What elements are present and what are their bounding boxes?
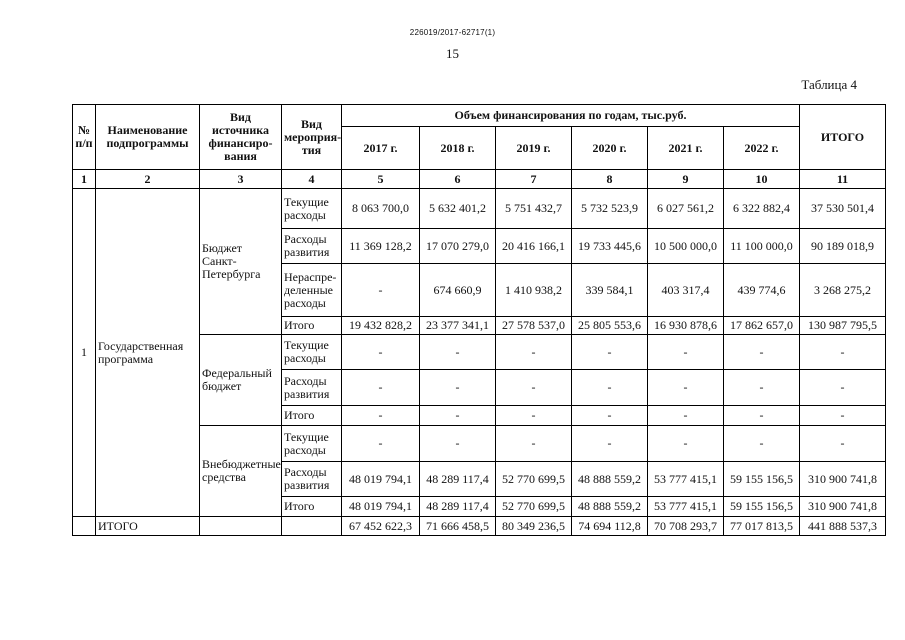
header-name: Наименование подпрограммы	[96, 105, 200, 170]
grand-total-row	[73, 517, 886, 536]
header-total: ИТОГО	[800, 105, 886, 170]
program-number: 1	[73, 189, 96, 517]
column-number: 11	[800, 170, 886, 189]
row-total-cell: 3 268 275,2	[800, 264, 886, 317]
year-value-cell: -	[420, 426, 496, 462]
year-value-cell: 19 432 828,2	[342, 317, 420, 335]
year-value-cell: 5 632 401,2	[420, 189, 496, 229]
header-year: 2019 г.	[496, 127, 572, 170]
year-value-cell: 59 155 156,5	[724, 462, 800, 497]
year-value-cell: -	[648, 335, 724, 370]
header-activity: Вид мероприя-тия	[282, 105, 342, 170]
year-value-cell: -	[496, 335, 572, 370]
year-value-cell: -	[420, 335, 496, 370]
column-number: 2	[96, 170, 200, 189]
year-value-cell: -	[724, 426, 800, 462]
year-value-cell: 5 751 432,7	[496, 189, 572, 229]
table-caption: Таблица 4	[801, 77, 857, 92]
funding-table	[72, 104, 886, 536]
grand-total-sum: 441 888 537,3	[800, 517, 886, 536]
column-number: 4	[282, 170, 342, 189]
year-value-cell: 25 805 553,6	[572, 317, 648, 335]
activity-type: Нераспре-деленные расходы	[282, 264, 342, 317]
header-year: 2017 г.	[342, 127, 420, 170]
year-value-cell: 48 289 117,4	[420, 462, 496, 497]
column-number: 5	[342, 170, 420, 189]
header-num: № п/п	[73, 105, 96, 170]
grand-total-cell: 70 708 293,7	[648, 517, 724, 536]
year-value-cell: -	[572, 426, 648, 462]
year-value-cell: 11 100 000,0	[724, 229, 800, 264]
row-total-cell: -	[800, 370, 886, 406]
year-value-cell: 339 584,1	[572, 264, 648, 317]
year-value-cell: 674 660,9	[420, 264, 496, 317]
year-value-cell: 23 377 341,1	[420, 317, 496, 335]
year-value-cell: 1 410 938,2	[496, 264, 572, 317]
year-value-cell: -	[572, 335, 648, 370]
year-value-cell: 53 777 415,1	[648, 497, 724, 517]
year-value-cell: -	[342, 406, 420, 426]
column-number: 9	[648, 170, 724, 189]
year-value-cell: 17 862 657,0	[724, 317, 800, 335]
activity-type: Итого	[282, 317, 342, 335]
activity-type: Текущие расходы	[282, 335, 342, 370]
year-value-cell: 52 770 699,5	[496, 462, 572, 497]
grand-total-cell: 67 452 622,3	[342, 517, 420, 536]
funding-source: Внебюджетные средства	[200, 426, 282, 517]
header-year: 2018 г.	[420, 127, 496, 170]
year-value-cell: 27 578 537,0	[496, 317, 572, 335]
year-value-cell: -	[496, 426, 572, 462]
header-year: 2021 г.	[648, 127, 724, 170]
grand-total-cell: 77 017 813,5	[724, 517, 800, 536]
row-total-cell: -	[800, 426, 886, 462]
activity-type: Расходы развития	[282, 370, 342, 406]
grand-total-cell: 74 694 112,8	[572, 517, 648, 536]
year-value-cell: -	[496, 370, 572, 406]
year-value-cell: 11 369 128,2	[342, 229, 420, 264]
year-value-cell: -	[724, 335, 800, 370]
table-row	[73, 189, 886, 229]
year-value-cell: 48 888 559,2	[572, 462, 648, 497]
year-value-cell: 17 070 279,0	[420, 229, 496, 264]
year-value-cell: 48 888 559,2	[572, 497, 648, 517]
year-value-cell: 403 317,4	[648, 264, 724, 317]
row-total-cell: 310 900 741,8	[800, 497, 886, 517]
year-value-cell: -	[572, 370, 648, 406]
year-value-cell: -	[342, 426, 420, 462]
row-total-cell: 90 189 018,9	[800, 229, 886, 264]
column-number: 7	[496, 170, 572, 189]
row-total-cell: 37 530 501,4	[800, 189, 886, 229]
year-value-cell: 52 770 699,5	[496, 497, 572, 517]
column-number: 8	[572, 170, 648, 189]
year-value-cell: -	[420, 370, 496, 406]
grand-total-label: ИТОГО	[96, 517, 200, 536]
activity-type: Расходы развития	[282, 229, 342, 264]
year-value-cell: -	[648, 426, 724, 462]
year-value-cell: 16 930 878,6	[648, 317, 724, 335]
header-funding-group: Объем финансирования по годам, тыс.руб.	[342, 105, 800, 127]
year-value-cell: -	[342, 264, 420, 317]
year-value-cell: -	[496, 406, 572, 426]
year-value-cell: -	[342, 370, 420, 406]
year-value-cell: 53 777 415,1	[648, 462, 724, 497]
year-value-cell: -	[420, 406, 496, 426]
row-total-cell: 130 987 795,5	[800, 317, 886, 335]
year-value-cell: -	[724, 406, 800, 426]
year-value-cell: 48 019 794,1	[342, 462, 420, 497]
activity-type: Итого	[282, 406, 342, 426]
activity-type: Текущие расходы	[282, 189, 342, 229]
grand-total-cell: 71 666 458,5	[420, 517, 496, 536]
column-number: 10	[724, 170, 800, 189]
funding-source: Бюджет Санкт-Петербурга	[200, 189, 282, 335]
program-name: Государственная программа	[96, 189, 200, 517]
empty-cell	[200, 517, 282, 536]
year-value-cell: 48 019 794,1	[342, 497, 420, 517]
year-value-cell: -	[648, 406, 724, 426]
year-value-cell: 5 732 523,9	[572, 189, 648, 229]
year-value-cell: 8 063 700,0	[342, 189, 420, 229]
year-value-cell: 6 322 882,4	[724, 189, 800, 229]
page-number: 15	[446, 46, 459, 61]
empty-cell	[73, 517, 96, 536]
year-value-cell: -	[648, 370, 724, 406]
column-number: 3	[200, 170, 282, 189]
row-total-cell: 310 900 741,8	[800, 462, 886, 497]
year-value-cell: 48 289 117,4	[420, 497, 496, 517]
year-value-cell: 20 416 166,1	[496, 229, 572, 264]
activity-type: Расходы развития	[282, 462, 342, 497]
year-value-cell: -	[724, 370, 800, 406]
row-total-cell: -	[800, 335, 886, 370]
document-id: 226019/2017-62717(1)	[409, 28, 496, 37]
column-number: 6	[420, 170, 496, 189]
year-value-cell: -	[342, 335, 420, 370]
empty-cell	[282, 517, 342, 536]
funding-source: Федеральный бюджет	[200, 335, 282, 426]
activity-type: Итого	[282, 497, 342, 517]
grand-total-cell: 80 349 236,5	[496, 517, 572, 536]
header-source: Вид источника финансиро-вания	[200, 105, 282, 170]
activity-type: Текущие расходы	[282, 426, 342, 462]
year-value-cell: 10 500 000,0	[648, 229, 724, 264]
column-number: 1	[73, 170, 96, 189]
header-year: 2022 г.	[724, 127, 800, 170]
year-value-cell: 19 733 445,6	[572, 229, 648, 264]
year-value-cell: -	[572, 406, 648, 426]
header-year: 2020 г.	[572, 127, 648, 170]
year-value-cell: 59 155 156,5	[724, 497, 800, 517]
year-value-cell: 6 027 561,2	[648, 189, 724, 229]
row-total-cell: -	[800, 406, 886, 426]
column-number-row	[73, 170, 886, 189]
year-value-cell: 439 774,6	[724, 264, 800, 317]
